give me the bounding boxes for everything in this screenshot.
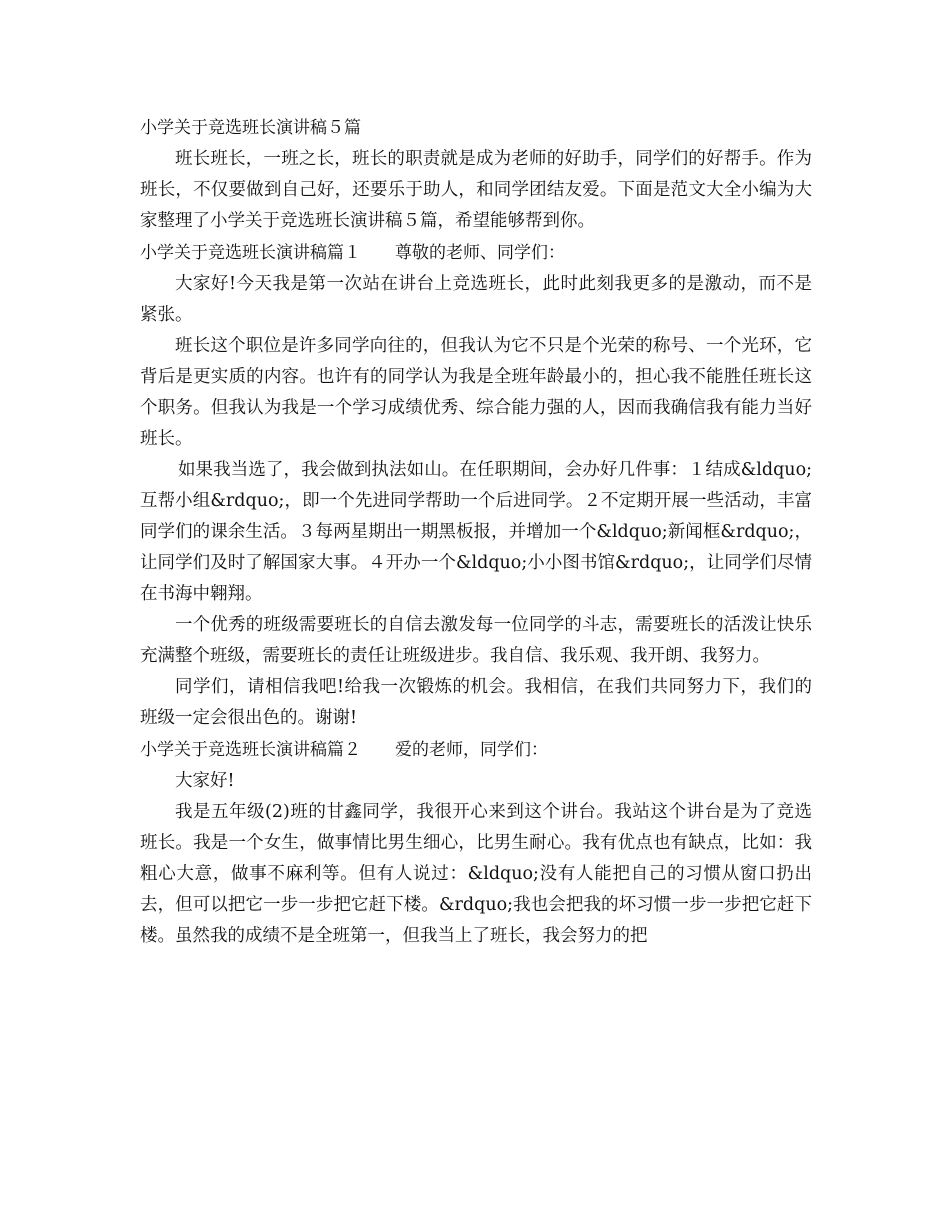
- document-title: 小学关于竞选班长演讲稿５篇: [140, 118, 361, 138]
- document-body: [140, 112, 812, 952]
- section-2-heading-row: [140, 734, 812, 766]
- section-2-paragraph-2: 我是五年级(2)班的甘鑫同学，我很开心来到这个讲台。我站这个讲台是为了竞选班长。我是一个女生，做事情比男生细心，比男生耐心。我有优点也有缺点，比如：我粗心大意，做事不麻利等。但有人说过：&ldquo;没有人能把自己的习惯从窗口扔出去，但可以把它一步一步把它赶下楼。&rdquo;我也会把我的坏习惯一步一步把它赶下楼。虽然我的成绩不是全班第一，但我当上了班长，我会努力的把: [140, 802, 812, 946]
- section-1-heading-row: [140, 237, 812, 269]
- section-1-paragraph-1: 大家好!今天我是第一次站在讲台上竞选班长，此时此刻我更多的是激动，而不是紧张。: [140, 274, 812, 325]
- section-1-paragraph-5: 同学们，请相信我吧!给我一次锻炼的机会。我相信，在我们共同努力下，我们的班级一定会很出色的。谢谢!: [140, 677, 812, 728]
- section-2-paragraph-1: 大家好!: [175, 771, 235, 791]
- section-2-salutation: 爱的老师，同学们：: [395, 740, 548, 760]
- section-2-heading: 小学关于竞选班长演讲稿篇２: [140, 740, 361, 760]
- section-1-paragraph-4: 一个优秀的班级需要班长的自信去激发每一位同学的斗志，需要班长的活泼让快乐充满整个班级，需要班长的责任让班级进步。我自信、我乐观、我开朗、我努力。: [140, 615, 812, 666]
- section-1-paragraph-2: 班长这个职位是许多同学向往的，但我认为它不只是个光荣的称号、一个光环，它背后是更实质的内容。也许有的同学认为我是全班年龄最小的，担心我不能胜任班长这个职务。但我认为我是一个学习成绩优秀、综合能力强的人，因而我确信我有能力当好班长。: [140, 336, 812, 449]
- section-1-salutation: 尊敬的老师、同学们：: [395, 243, 565, 263]
- section-1-heading: 小学关于竞选班长演讲稿篇１: [140, 243, 361, 263]
- section-1-paragraph-3: 如果我当选了，我会做到执法如山。在任职期间，会办好几件事：１结成&ldquo;互帮小组&rdquo;，即一个先进同学帮助一个后进同学。２不定期开展一些活动，丰富同学们的课余生活。３每两星期出一期黑板报，并增加一个&ldquo;新闻框&rdquo;，让同学们及时了解国家大事。４开办一个&ldquo;小小图书馆&rdquo;，让同学们尽情在书海中翱翔。: [140, 460, 812, 604]
- intro-paragraph: 班长班长，一班之长，班长的职责就是成为老师的好助手，同学们的好帮手。作为班长，不仅要做到自己好，还要乐于助人，和同学团结友爱。下面是范文大全小编为大家整理了小学关于竞选班长演讲稿５篇，希望能够帮到你。: [140, 149, 812, 231]
